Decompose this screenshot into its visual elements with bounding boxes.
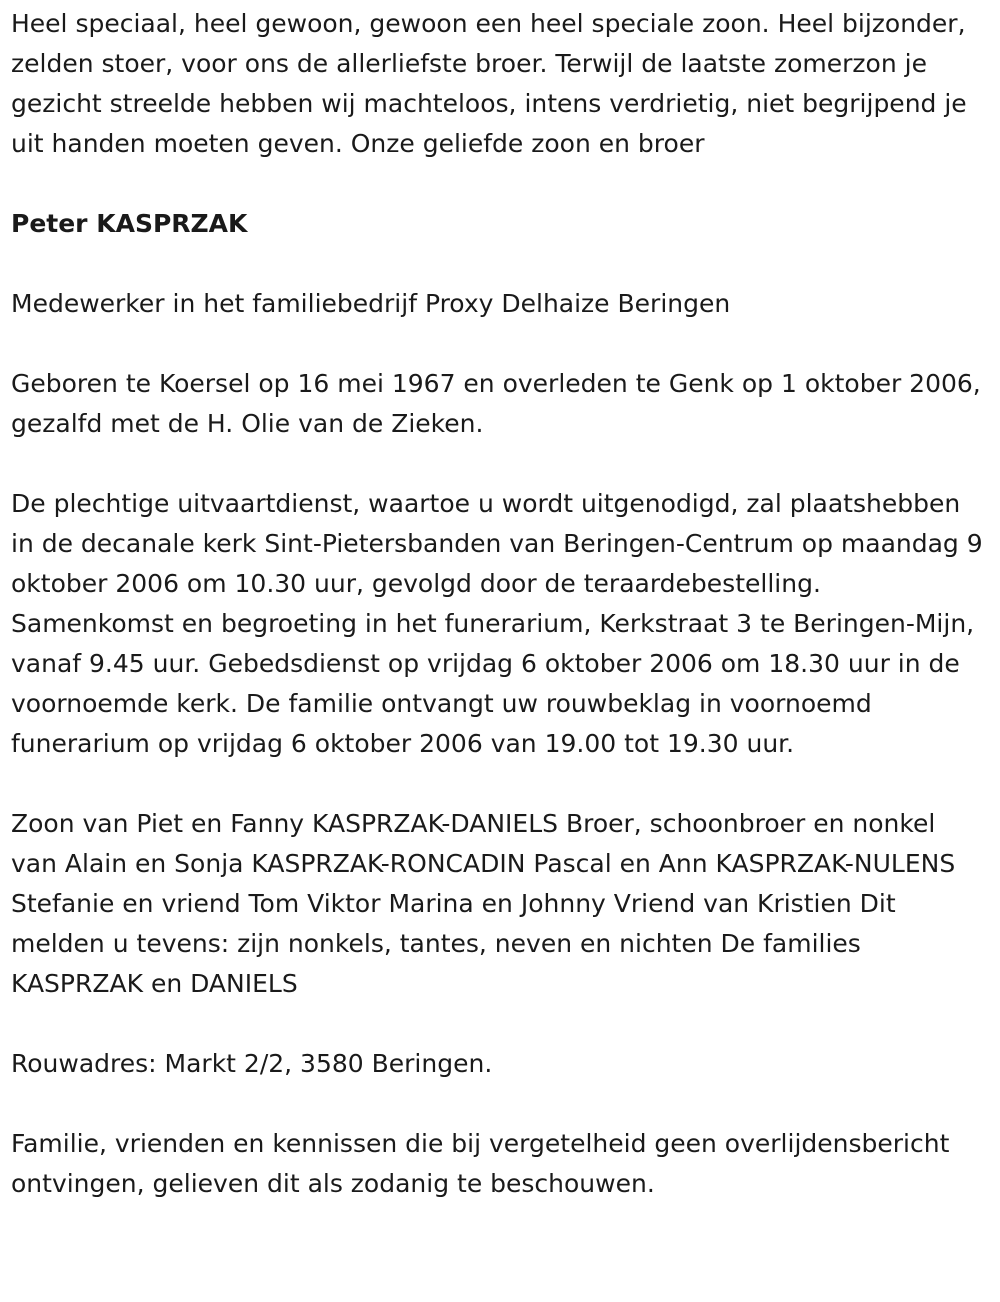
address-paragraph: Rouwadres: Markt 2/2, 3580 Beringen. [11, 1049, 493, 1078]
birth-death-paragraph: Geboren te Koersel op 16 mei 1967 en overleden te Genk op 1 oktober 2006, gezalfd met de H. Olie van de Zieken. [11, 369, 981, 438]
funeral-paragraph: De plechtige uitvaartdienst, waartoe u wordt uitgenodigd, zal plaatshebben in de decanale kerk Sint-Pietersbanden van Beringen-Centrum op maandag 9 oktober 2006 om 10.30 uur, gevolgd door de teraardebestelling. Samenkomst en begroeting in het funerarium, Kerkstraat 3 te Beringen-Mijn, vanaf 9.45 uur. Gebedsdienst op vrijdag 6 oktober 2006 om 18.30 uur in de voornoemde kerk. De familie ontvangt uw rouwbeklag in voornoemd funerarium op vrijdag 6 oktober 2006 van 19.00 tot 19.30 uur. [11, 489, 983, 758]
deceased-name: Peter KASPRZAK [11, 209, 248, 238]
occupation-paragraph: Medewerker in het familiebedrijf Proxy Delhaize Beringen [11, 289, 731, 318]
intro-paragraph: Heel speciaal, heel gewoon, gewoon een heel speciale zoon. Heel bijzonder, zelden stoer, voor ons de allerliefste broer. Terwijl de laatste zomerzon je gezicht streelde hebben wij machteloos, intens verdrietig, niet begrijpend je uit handen moeten geven. Onze geliefde zoon en broer [11, 9, 967, 158]
family-paragraph: Zoon van Piet en Fanny KASPRZAK-DANIELS Broer, schoonbroer en nonkel van Alain en Sonja KASPRZAK-RONCADIN Pascal en Ann KASPRZAK-NULENS Stefanie en vriend Tom Viktor Marina en Johnny Vriend van Kristien Dit melden u tevens: zijn nonkels, tantes, neven en nichten De families KASPRZAK en DANIELS [11, 809, 956, 998]
notice-paragraph: Familie, vrienden en kennissen die bij vergetelheid geen overlijdensbericht ontvingen, gelieven dit als zodanig te beschouwen. [11, 1129, 950, 1198]
